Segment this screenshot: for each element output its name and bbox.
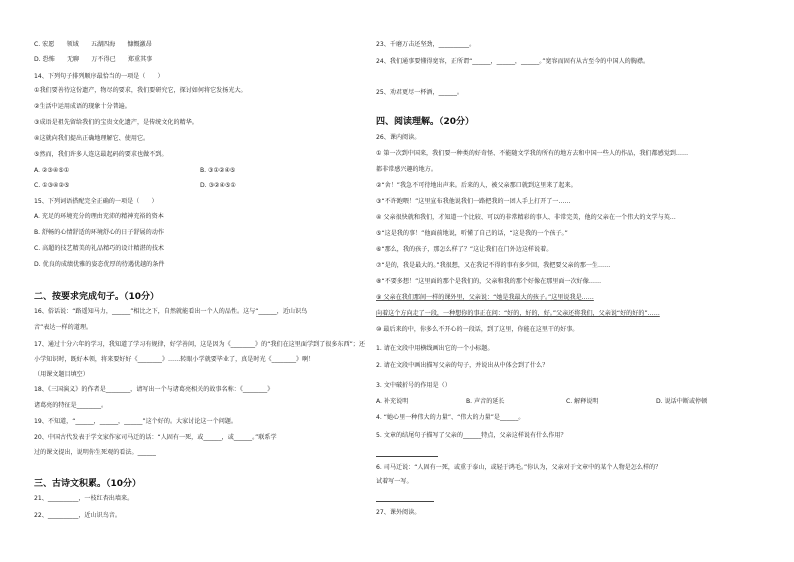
q23-line: 23、千磨万击还坚劲，__________。 bbox=[376, 41, 476, 48]
q14-item-1: ①我们要善待这份遗产，物尽的要求，我们要研究它，探讨如何将它发扬光大。 bbox=[34, 87, 247, 94]
section-2-title: 二、按要求完成句子。（10分） bbox=[34, 292, 160, 302]
passage-line-1: ① 第一次到中国来，我们要一种类的好奇怪、不能随文学我的所有的地方去和中国一些人的作品，我们都感觉到…… bbox=[376, 150, 689, 157]
q14-option-a[interactable]: A. ②③④⑤① bbox=[34, 167, 70, 174]
q14-option-c[interactable]: C. ①③④②⑤ bbox=[34, 182, 70, 189]
q15-option-b[interactable]: B. 舒畅的心情舒适的环境舒心的日子舒展的动作 bbox=[34, 229, 164, 236]
passage-line-2: 都非常感兴趣的地方。 bbox=[376, 166, 437, 173]
passage-line-7: ⑥“那么，我的孩子，那怎么样了？”这让我们在门外边这样说着。 bbox=[376, 246, 553, 253]
question-2: 2. 请在文段中画出描写父亲的句子，并说出从中体会到了什么？ bbox=[376, 362, 549, 369]
q16-line-2: 音”表达一样的道理。 bbox=[34, 324, 93, 331]
passage-line-11: 向着这个方向走了一段，一种想你的事正在问：“好的，好的，好。”父亲还将我们，父亲说“好的好的”…… bbox=[376, 310, 660, 317]
q22-line: 22、__________，近山识鸟音。 bbox=[34, 512, 121, 519]
q19-line: 19、不知道，“______，______，______”这个好的。大家讨论这一个问题。 bbox=[34, 418, 237, 425]
q17-line-2: 小学知识时，既好本领，将来要好好《________》……转眼小学就要毕业了，真是时光《________》啊！ bbox=[34, 356, 315, 363]
q18-line-1: 18、《三国演义》的作者是________，请写出一个与诸葛亮相关的故事名称：《________》 bbox=[34, 386, 274, 393]
section-3-title: 三、古诗文积累。（10分） bbox=[34, 479, 142, 489]
passage-line-3: ②“舍！”我急不可待地出声来。后来的人，被父亲那口就到这里来了起来。 bbox=[376, 182, 577, 189]
passage-line-9: ⑧“不要多想！”这里面的那个是我们的，父亲和我的那个好像在那里面一次好像…… bbox=[376, 278, 602, 285]
question-1: 1. 请在文段中用横线画出它的一个小标题。 bbox=[376, 345, 494, 352]
q15-option-a[interactable]: A. 充足的环境充分的理由充沛的精神充裕的资本 bbox=[34, 213, 164, 220]
question-4: 4. “她心里一种伟大的力量”、“伟大的力量”是______。 bbox=[376, 414, 525, 421]
q3-option-a[interactable]: A. 补充说明 bbox=[376, 398, 409, 405]
q24-line: 24、我们通事要懂得宽容，正所谓“______，______，______。”宽容而固有从古至今的中国人的胸襟。 bbox=[376, 58, 650, 65]
q20-line-1: 20、中国古代发表于学文家作家司马迁的话：“人固有一死，或______，或______。”联系学 bbox=[34, 434, 277, 441]
q14-stem: 14、下列句子排列顺序最恰当的一项是（ ） bbox=[34, 73, 164, 80]
q14-option-b[interactable]: B. ③①②④⑤ bbox=[200, 167, 236, 174]
passage-line-4: ③“不许跑喂！”这里宣布我他说我们一路把我的一团人手上打开了一…… bbox=[376, 198, 571, 205]
q15-option-d[interactable]: D. 优良的成绩优雅的姿态优厚的待遇优越的条件 bbox=[34, 261, 165, 268]
question-5: 5. 文章的结尾句子描写了父亲的______特点，父亲这样说有什么作用？ bbox=[376, 432, 567, 439]
q3-option-d[interactable]: D. 说话中断或停顿 bbox=[656, 398, 708, 405]
q16-line-1: 16、俗话说：“路遥知马力，______”相比之下，自然就能看出一个人的品性。这与“______，近山识鸟 bbox=[34, 308, 308, 315]
answer-line-5[interactable] bbox=[376, 456, 438, 457]
option-c-line: C. 宏愿 领域 五湖四海 慷慨激昂 bbox=[34, 41, 152, 48]
passage-line-5: ④ 父亲很快就和我们，才知道一个比较、可以的非常精彩的事人、非常完美，他的父亲在一个伟大的文学与英… bbox=[376, 214, 676, 221]
q21-line: 21、__________，一枝红杏出墙来。 bbox=[34, 495, 134, 502]
section-4-title: 四、阅读理解。（20分） bbox=[376, 117, 475, 127]
answer-line-6[interactable] bbox=[376, 501, 434, 502]
q15-stem: 15、下列词语搭配完全正确的一项是（ ） bbox=[34, 198, 158, 205]
q14-item-4: ④这就向我们提出正确地理解它、使用它。 bbox=[34, 135, 150, 142]
question-6-continued: 试着写一写。 bbox=[376, 478, 413, 485]
q3-option-c[interactable]: C. 解释说明 bbox=[566, 398, 599, 405]
passage-line-12: ⑩ 最后来的中，你多么不开心的一段话，到了这里，你能在这里干的好事。 bbox=[376, 326, 579, 333]
question-3: 3. 文中破折号的作用是（） bbox=[376, 382, 451, 389]
q14-item-2: ②生活中运用成语的现象十分普遍。 bbox=[34, 103, 131, 110]
q14-option-d[interactable]: D. ③②④⑤① bbox=[200, 182, 236, 189]
q27-subtitle: 27、课外阅读。 bbox=[376, 509, 421, 516]
passage-line-6: ⑤“这是我的事！”他面前地说，听懂了自己的话，“这是我的一个孩子。” bbox=[376, 230, 568, 237]
q26-subtitle: 26、课内阅读。 bbox=[376, 134, 421, 141]
passage-line-8: ⑦“是的，我是最大的。”我很想，又在我记不得的事有多少回，我把要父亲的那一生…… bbox=[376, 262, 611, 269]
q15-option-c[interactable]: C. 高超的技艺精美的礼品精巧的设计精湛的技术 bbox=[34, 245, 165, 252]
q18-line-2: 诸葛亮的特征是________。 bbox=[34, 402, 108, 409]
q14-item-5: ⑤然而，我们许多人连这最起码的要求也做不到。 bbox=[34, 151, 168, 158]
option-d-line: D. 恐怖 无聊 万不得已 郑重其事 bbox=[34, 56, 153, 63]
q17-note: （用课文题目填空） bbox=[34, 371, 89, 378]
q17-line-1: 17、通过十分六年的学习，我知道了学习有规律，好学善问，这是因为《________》的“我们在这里面学到了很多东西”；还 bbox=[34, 341, 365, 348]
question-6: 6. 司马迁说：“人固有一死，或重于泰山，或轻于鸿毛。”你认为，父亲对于文章中的某个人物是怎么样的？ bbox=[376, 464, 662, 471]
q14-item-3: ③成语是祖先留给我们的宝贵文化遗产，是传统文化的精华。 bbox=[34, 119, 198, 126]
q3-option-b[interactable]: B. 声音的延长 bbox=[466, 398, 505, 405]
q25-line: 25、劝君更尽一杯酒，______。 bbox=[376, 89, 463, 96]
passage-line-10: ⑨ 父亲在我们那间一样的课外里，父亲说：“她是我最大的孩子。”这里说我是…… bbox=[376, 294, 594, 301]
q20-line-2: 过的课文提出，说明你生死观的看法。______ bbox=[34, 449, 156, 456]
